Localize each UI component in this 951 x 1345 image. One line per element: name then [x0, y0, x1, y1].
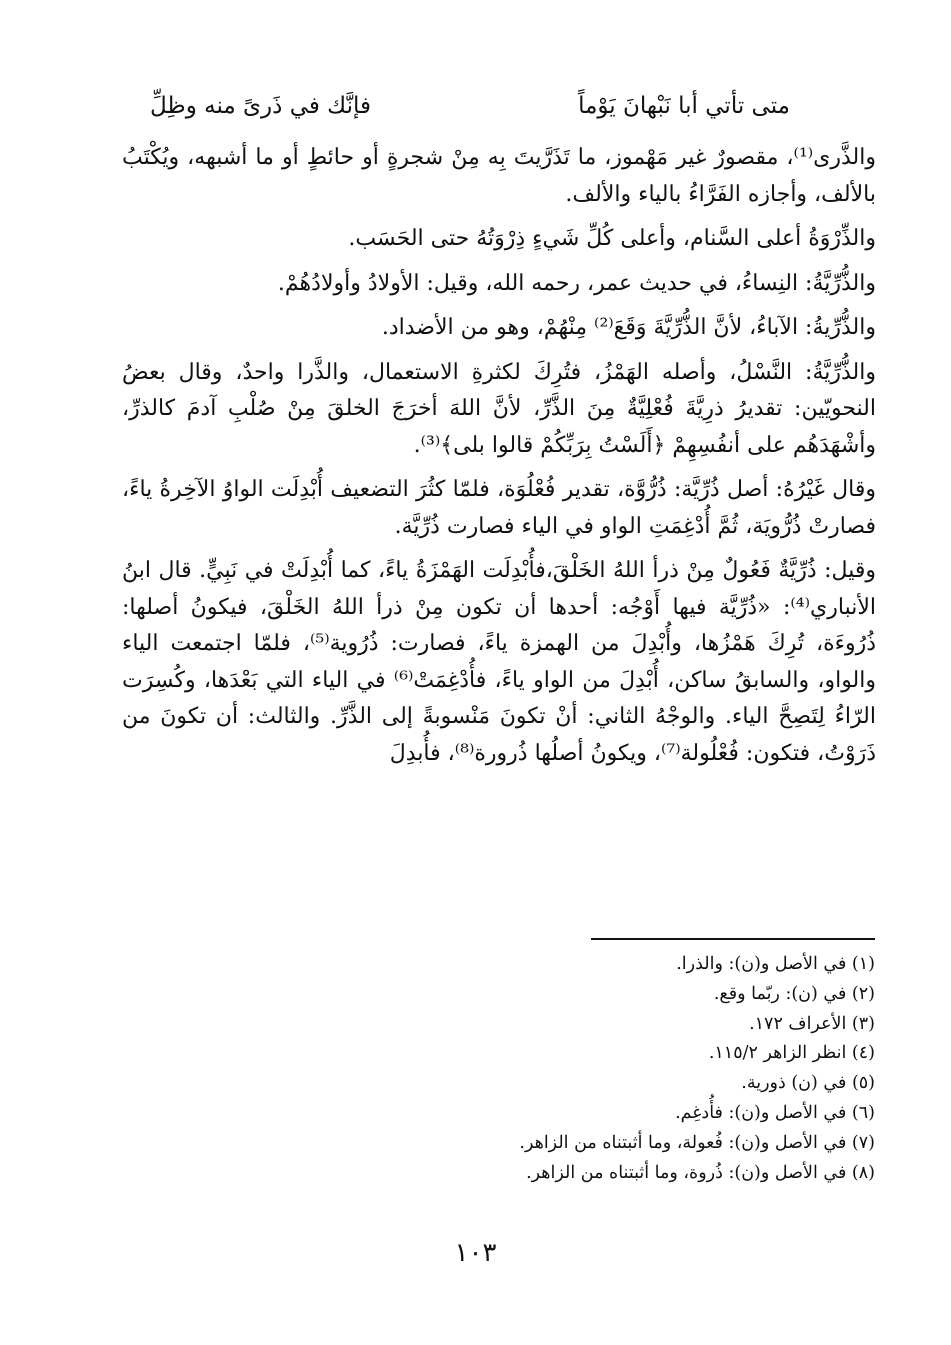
paragraph: والذُّرِّيةُ: الآباءُ، لأنَّ الذُّرِّيَّةَ وَقَعَ⁽²⁾ مِنْهُمْ، وهو من الأضداد.	[381, 315, 876, 340]
paragraph: والذُّرِّيَّةُ: النِساءُ، في حديث عمر، رحمه الله، وقيل: الأولادُ وأولادُهُمْ.	[277, 270, 876, 296]
footnote: (٨) في الأصل و(ن): ذُروة، وما أثبتناه من الزاهر.	[526, 1162, 875, 1183]
paragraph: وقيل: ذُرِّيَّةٌ فَعُولٌ مِنْ ذرأ اللهُ الخَلْقَ،فأُبْدِلَت الهَمْزَةُ ياءً، كما أُبْدِلَتْ في نَبِيٍّ. قال ابنُ الأنباري⁽⁴⁾: «ذُرِّيَّة فيها أَوْجُه: أحدها أن تكون مِنْ ذرأ اللهُ الخَلْقَ، فيكونُ أصلها: ذُرُوءَة، تُرِكَ هَمْزُها، وأُبْدِلَ من الهمزة ياءً، فصارت: ذُرُوية⁽⁵⁾، فلمّا اجتمعت الياء والواو، والسابقُ ساكن، أُبْدِلَ من الواو ياءً، فأُدْغِمَتْ⁽⁶⁾ في الياء التي بَعْدَها، وكُسِرَت الرّاءُ لِتَصِحَّ الياء. والوجْهُ الثاني: أنْ تكونَ مَنْسوبةً إلى الذَّرِّ. والثالث: أن تكونَ من ذَرَوْتُ، فتكون: فُعْلُولة⁽⁷⁾، ويكونُ أصلُها ذُرورة⁽⁸⁾، فأُبدِلَ	[122, 558, 876, 766]
footnote: (٧) في الأصل و(ن): فُعولة، وما أثبتناه من الزاهر.	[519, 1132, 875, 1153]
footnote: (٣) الأعراف ١٧٢.	[749, 1013, 875, 1034]
poetry-verse	[150, 86, 790, 126]
paragraph: والذِّرْوَةُ أعلى السَّنام، وأعلى كُلِّ شَيءٍ ذِرْوَتُهُ حتى الحَسَب.	[348, 226, 876, 251]
footnote-separator	[591, 938, 875, 940]
verse-first-hemistich: متى تأتي أبا نَبْهانَ يَوْماً	[578, 93, 790, 119]
footnotes	[255, 950, 875, 1188]
footnote: (٤) انظر الزاهر ١١٥/٢.	[708, 1043, 875, 1064]
verse-second-hemistich: فإنَّك في ذَرىً منه وظِلِّ	[150, 93, 371, 119]
paragraph: وقال غَيْرُهُ: أصل ذُرِّيَّة: ذُرُّوَّة، تقدير فُعْلُوَة، فلمّا كثُرَ التضعيف أُبْدِلَت الواوُ الآخِرةُ ياءً، فصارتْ ذُرُّويَة، ثُمَّ أُدْغِمَتِ الواو في الياء فصارت ذُرِّيَّة.	[122, 477, 876, 539]
paragraph: والذَّرى⁽¹⁾، مقصورٌ غير مَهْموز، ما تَذَرَّيتَ بِه مِنْ شجرةٍ أو حائطٍ أو ما أشبهه، ويُكْتَبُ بالألف، وأجازه الفَرَّاءُ بالياء والألف.	[122, 145, 876, 207]
footnote: (٢) في (ن): ربّما وقع.	[713, 983, 875, 1004]
footnote: (١) في الأصل و(ن): والذرا.	[676, 954, 875, 974]
footnote: (٦) في الأصل و(ن): فأُدغِم.	[675, 1102, 875, 1123]
main-text	[122, 140, 876, 780]
page-number: ١٠٣	[454, 1238, 497, 1268]
paragraph: والذُّرِّيَّةُ: النَّسْلُ، وأصله الهَمْزُ، فتُرِكَ لكثرةِ الاستعمال، والذَّرا واحدٌ، وقال بعضُ النحويّين: تقديرُ ذرِيَّةَ فُعْلِيَّةٌ مِنَ الذَّرِّ، لأنَّ اللهَ أخرَجَ الخلقَ مِنْ صُلْبِ آدمَ كالذرِّ، وأشْهَدَهُم على أنفُسِهِمْ ﴿أَلَسْتُ بِرَبِّكُمْ قالوا بلى﴾⁽³⁾.	[122, 359, 876, 458]
footnote: (٥) في (ن) ذورية.	[741, 1073, 875, 1094]
